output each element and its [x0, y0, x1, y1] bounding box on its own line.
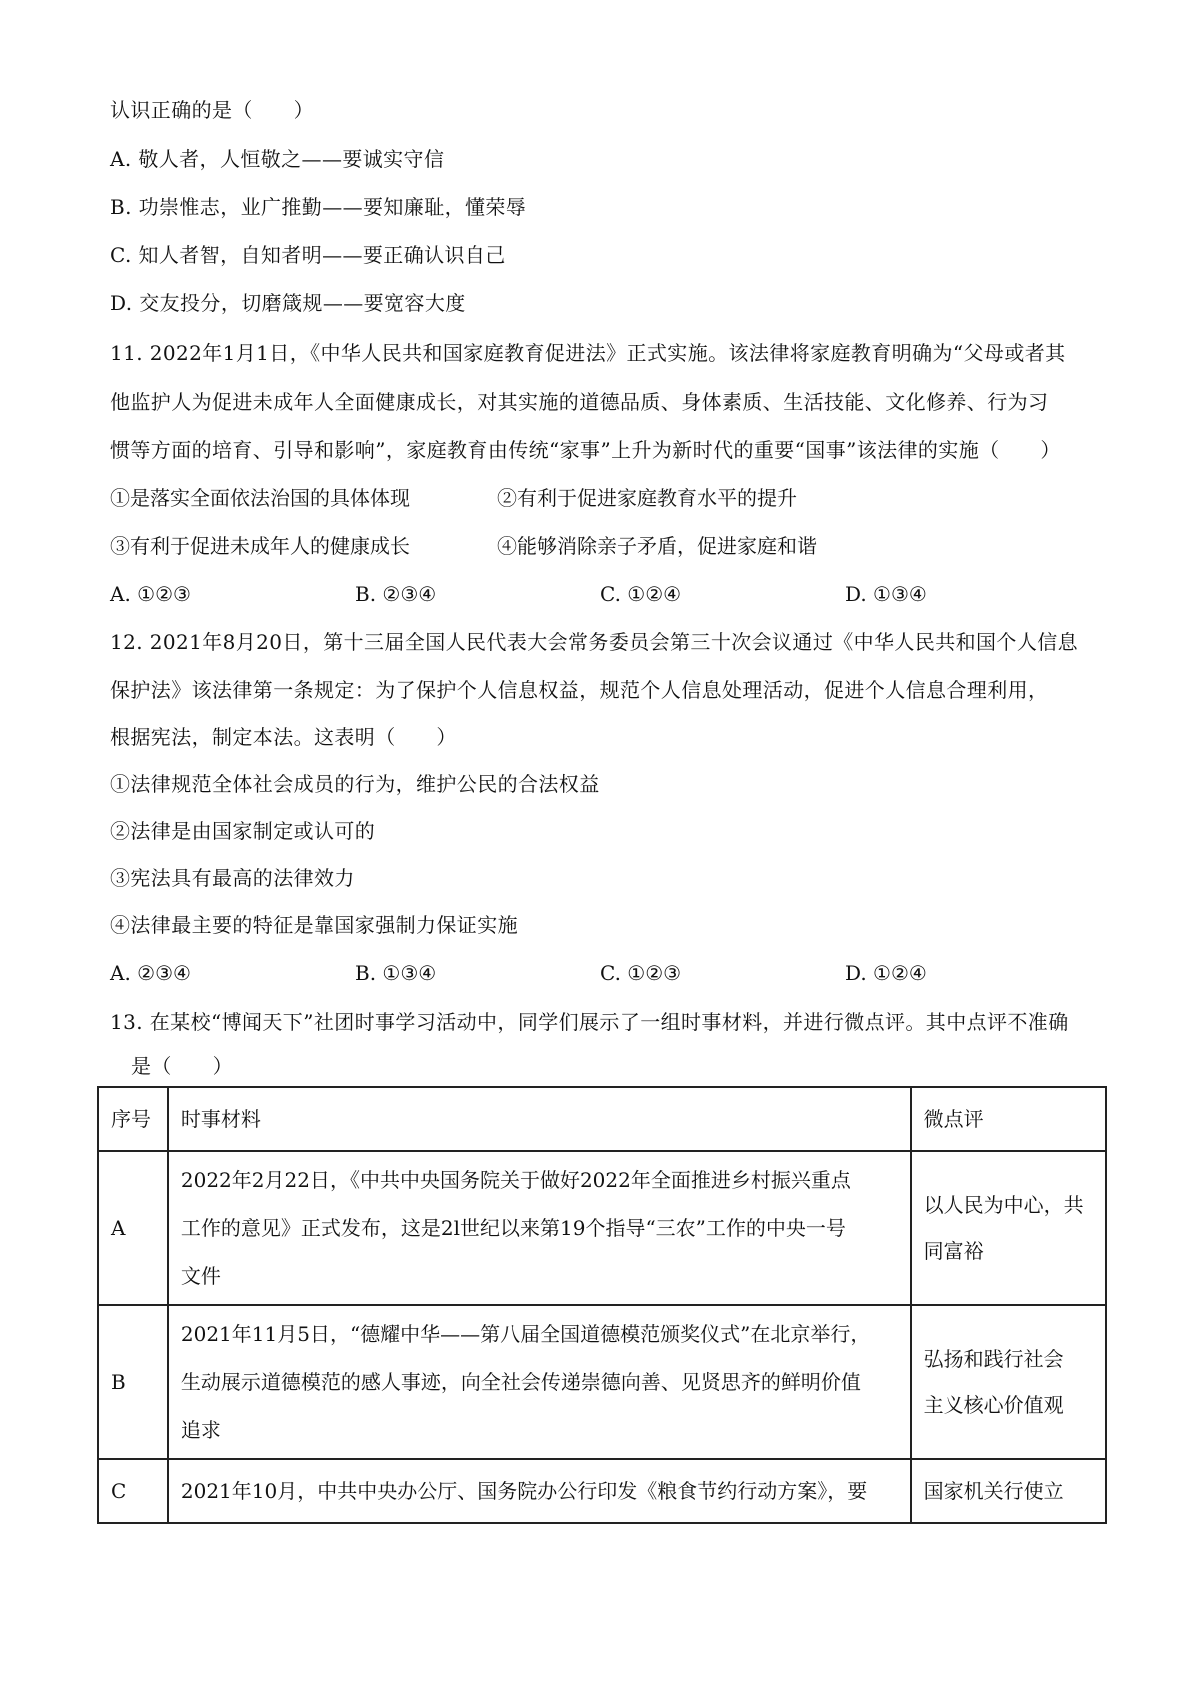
row-a-material-line-3: 文件 — [180, 1264, 221, 1288]
row-a-review — [911, 1151, 1106, 1305]
table-row — [98, 1459, 1106, 1523]
q12-choice-a: A. ②③④ — [110, 961, 191, 985]
row-a-review-line-2: 同富裕 — [923, 1239, 984, 1263]
header-seq: 序号 — [98, 1087, 168, 1151]
row-c-material — [168, 1459, 911, 1523]
row-c-seq: C — [98, 1459, 168, 1523]
q11-statement-3: ③有利于促进未成年人的健康成长 — [110, 534, 410, 558]
row-a-material-line-2: 工作的意见》正式发布，这是2l世纪以来第19个指导“三农”工作的中央一号 — [180, 1216, 846, 1240]
row-b-review — [911, 1305, 1106, 1459]
q11-choices — [110, 580, 1090, 608]
q11-statements-row-2 — [110, 532, 1090, 560]
q12-choice-b: B. ①③④ — [355, 961, 437, 985]
header-review: 微点评 — [911, 1087, 1106, 1151]
q11-choice-c: C. ①②④ — [600, 582, 682, 606]
table-row — [98, 1151, 1106, 1305]
q11-choice-a: A. ①②③ — [110, 582, 191, 606]
q11-stem-line-3: 惯等方面的培育、引导和影响”，家庭教育由传统“家事”上升为新时代的重要“国事”该法律的实施（ ） — [110, 438, 1061, 462]
row-b-seq: B — [98, 1305, 168, 1459]
q10-stem-tail: 认识正确的是（ ） — [110, 98, 314, 122]
q13-stem-line-2: 是（ ） — [131, 1054, 233, 1078]
q10-option-b: B. 功崇惟志，业广推勤——要知廉耻，懂荣辱 — [110, 195, 527, 219]
row-c-review-line-1: 国家机关行使立 — [923, 1479, 1064, 1503]
row-b-review-line-1: 弘扬和践行社会 — [923, 1347, 1064, 1371]
row-a-seq: A — [98, 1151, 168, 1305]
q11-statement-2: ②有利于促进家庭教育水平的提升 — [497, 486, 797, 510]
row-b-material-line-3: 追求 — [180, 1418, 221, 1442]
row-b-material-line-1: 2021年11月5日，“德耀中华——第八届全国道德模范颁奖仪式”在北京举行， — [180, 1322, 871, 1346]
q12-stem-line-3: 根据宪法，制定本法。这表明（ ） — [110, 725, 457, 749]
q11-statement-4: ④能够消除亲子矛盾，促进家庭和谐 — [497, 534, 817, 558]
q11-statement-1: ①是落实全面依法治国的具体体现 — [110, 486, 410, 510]
table-row — [98, 1305, 1106, 1459]
q10-option-a: A. 敬人者，人恒敬之——要诚实守信 — [110, 147, 445, 171]
row-a-review-line-1: 以人民为中心，共 — [923, 1193, 1084, 1217]
q12-statement-4: ④法律最主要的特征是靠国家强制力保证实施 — [110, 913, 518, 937]
q12-choice-d: D. ①②④ — [845, 961, 927, 985]
q12-choice-c: C. ①②③ — [600, 961, 682, 985]
q12-stem-line-1: 12. 2021年8月20日，第十三届全国人民代表大会常务委员会第三十次会议通过《中华人民共和国个人信息 — [110, 630, 1079, 654]
row-c-review — [911, 1459, 1106, 1523]
row-b-review-line-2: 主义核心价值观 — [923, 1393, 1064, 1417]
q11-choice-b: B. ②③④ — [355, 582, 437, 606]
q12-stem-line-2: 保护法》该法律第一条规定：为了保护个人信息权益，规范个人信息处理活动，促进个人信息合理利用， — [110, 678, 1049, 702]
q13-materials-table — [97, 1086, 1107, 1524]
q11-stem-line-1: 11. 2022年1月1日，《中华人民共和国家庭教育促进法》正式实施。该法律将家庭教育明确为“父母或者其 — [110, 341, 1066, 365]
q12-statement-2: ②法律是由国家制定或认可的 — [110, 819, 376, 843]
row-a-material-line-1: 2022年2月22日，《中共中央国务院关于做好2022年全面推进乡村振兴重点 — [180, 1168, 851, 1192]
q13-stem-line-1: 13. 在某校“博闻天下”社团时事学习活动中，同学们展示了一组时事材料，并进行微点评。其中点评不准确 — [110, 1010, 1069, 1034]
q10-option-d: D. 交友投分，切磨箴规——要宽容大度 — [110, 291, 466, 315]
q10-option-c: C. 知人者智，自知者明——要正确认识自己 — [110, 243, 506, 267]
q11-statements-row-1 — [110, 484, 1090, 512]
row-a-material — [168, 1151, 911, 1305]
q12-statement-1: ①法律规范全体社会成员的行为，维护公民的合法权益 — [110, 772, 600, 796]
header-material: 时事材料 — [168, 1087, 911, 1151]
table-header-row — [98, 1087, 1106, 1151]
row-b-material — [168, 1305, 911, 1459]
q11-choice-d: D. ①③④ — [845, 582, 927, 606]
row-c-material-line-1: 2021年10月，中共中央办公厅、国务院办公行印发《粮食节约行动方案》，要 — [180, 1479, 868, 1503]
q12-statement-3: ③宪法具有最高的法律效力 — [110, 866, 355, 890]
q11-stem-line-2: 他监护人为促进未成年人全面健康成长，对其实施的道德品质、身体素质、生活技能、文化修养、行为习 — [110, 390, 1049, 414]
q12-choices — [110, 959, 1090, 987]
row-b-material-line-2: 生动展示道德模范的感人事迹，向全社会传递崇德向善、见贤思齐的鲜明价值 — [180, 1370, 861, 1394]
